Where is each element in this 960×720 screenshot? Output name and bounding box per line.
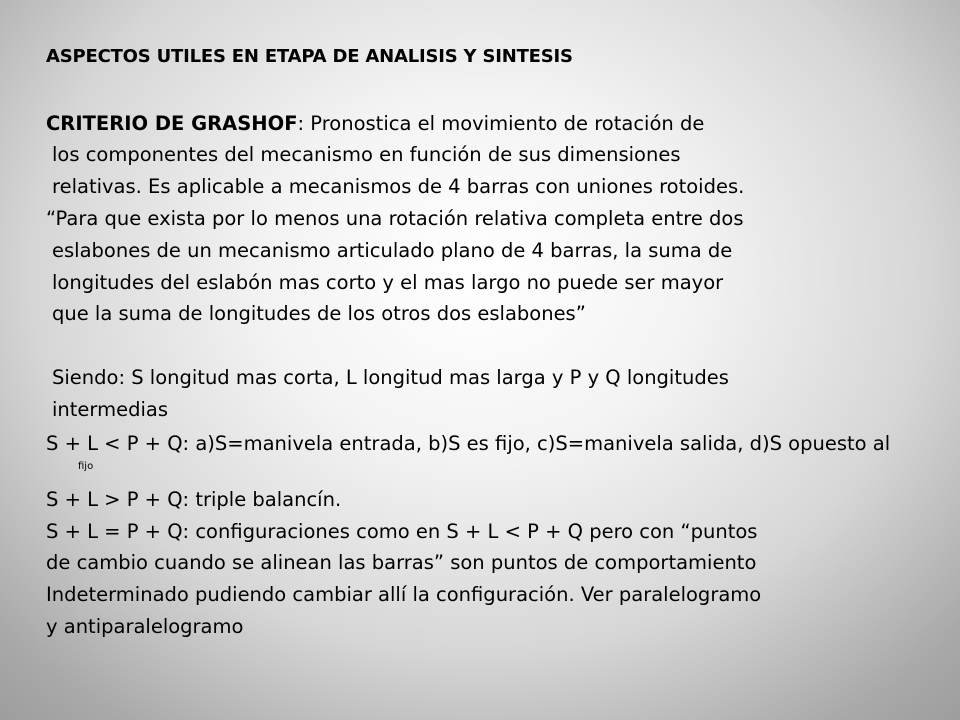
case-greater-line: S + L > P + Q: triple balancín.	[46, 488, 342, 511]
definition-line: intermedias	[52, 398, 168, 421]
quote-line: “Para que exista por lo menos una rotación relativa completa entre dos	[46, 207, 744, 230]
case-equal-line: de cambio cuando se alinean las barras” son puntos de comportamiento	[46, 551, 757, 574]
quote-line: que la suma de longitudes de los otros dos eslabones”	[52, 302, 586, 325]
case-equal-line: S + L = P + Q: configuraciones como en S + L < P + Q pero con “puntos	[46, 520, 758, 543]
grashof-definition-start: : Pronostica el movimiento de rotación de	[297, 112, 705, 135]
slide-title: ASPECTOS UTILES EN ETAPA DE ANALISIS Y SINTESIS	[46, 46, 573, 67]
case-equal-line: y antiparalelogramo	[46, 615, 244, 638]
case-less-continuation: fijo	[78, 461, 94, 472]
grashof-heading-line	[46, 112, 946, 136]
text-line: relativas. Es aplicable a mecanismos de 4 barras con uniones rotoides.	[52, 175, 745, 198]
quote-line: longitudes del eslabón mas corto y el mas largo no puede ser mayor	[52, 271, 724, 294]
quote-line: eslabones de un mecanismo articulado plano de 4 barras, la suma de	[52, 239, 733, 262]
text-line: los componentes del mecanismo en función de sus dimensiones	[52, 143, 681, 166]
case-less-line: S + L < P + Q: a)S=manivela entrada, b)S es fijo, c)S=manivela salida, d)S opuesto al	[46, 432, 891, 455]
grashof-label: CRITERIO DE GRASHOF	[46, 112, 298, 135]
definition-line: Siendo: S longitud mas corta, L longitud mas larga y P y Q longitudes	[52, 366, 729, 389]
case-equal-line: Indeterminado pudiendo cambiar allí la configuración. Ver paralelogramo	[46, 583, 762, 606]
